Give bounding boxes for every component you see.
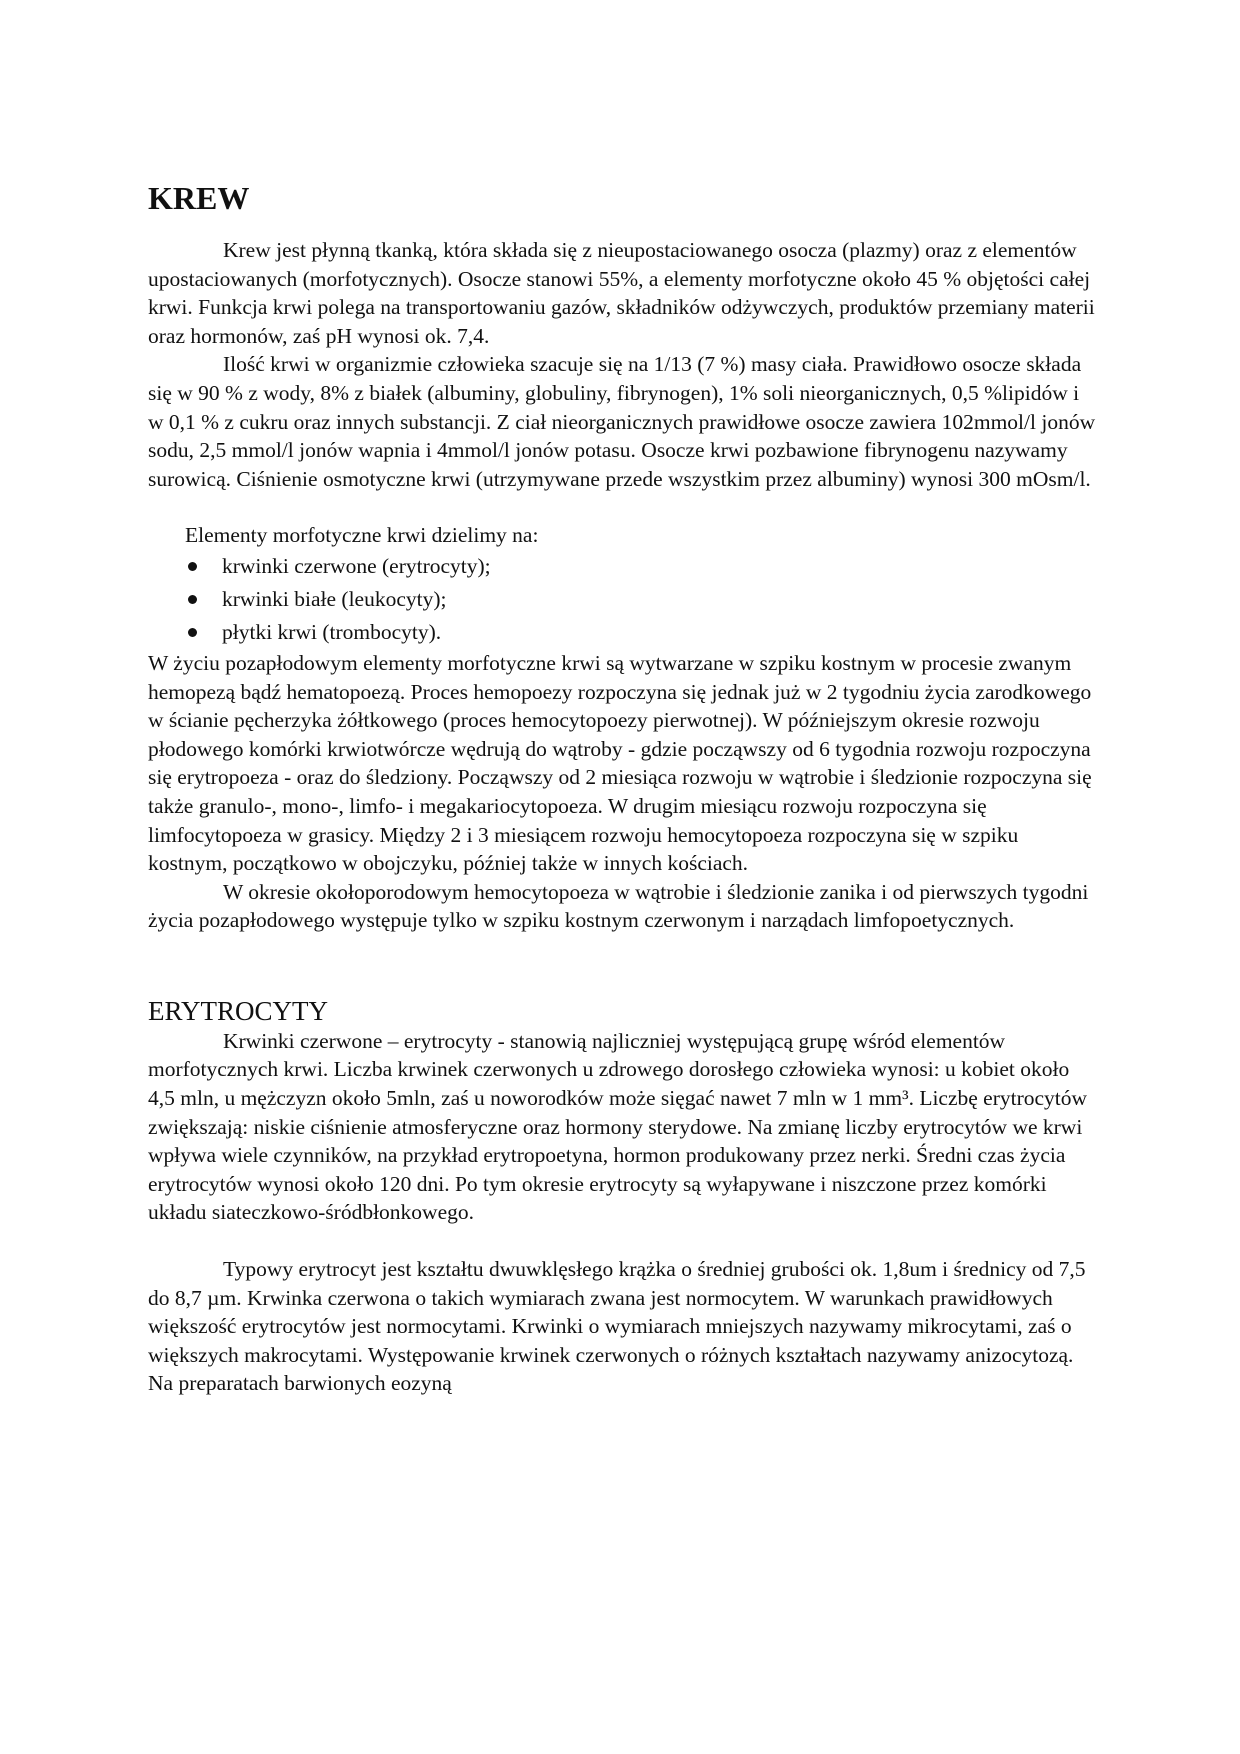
list-item-text: krwinki białe (leukocyty); bbox=[222, 586, 447, 611]
paragraph-erythrocyte-shape: Typowy erytrocyt jest kształtu dwuwklęsłego krążka o średniej grubości ok. 1,8um i średnicy od 7,5 do 8,7 µm. Krwinka czerwona o takich wymiarach zwana jest normocytem. W warunkach prawidłowych większość erytrocytów jest normocytami. Krwinki o wymiarach mniejszych nazywamy mikrocytami, zaś o większych makrocytami. Występowanie krwinek czerwonych o różnych kształtach nazywamy anizocytozą. Na preparatach barwionych eozyną bbox=[148, 1257, 1086, 1396]
paragraph-erythrocytes-count: Krwinki czerwone – erytrocyty - stanowią najliczniej występującą grupę wśród elementów morfotycznych krwi. Liczba krwinek czerwonych u zdrowego dorosłego człowieka wynosi: u kobiet około 4,5 mln, u mężczyzn około 5mln, zaś u noworodków może sięgać nawet 7 mln w 1 mm³. Liczbę erytrocytów zwiększają: niskie ciśnienie atmosferyczne oraz hormony sterydowe. Na zmianę liczby erytrocytów we krwi wpływa wiele czynników, na przykład erytropoetyna, hormon produkowany przez nerki. Średni czas życia erytrocytów wynosi około 120 dni. Po tym okresie erytrocyty są wyłapywane i niszczone przez komórki układu siateczkowo-śródbłonkowego. bbox=[148, 1028, 1088, 1225]
list-item bbox=[185, 550, 1096, 583]
list-item bbox=[185, 583, 1096, 616]
paragraph-blood-intro: Krew jest płynną tkanką, która składa się z nieupostaciowanego osocza (plazmy) oraz z elementów upostaciowanych (morfotycznych). Osocze stanowi 55%, a elementy morfotyczne około 45 % objętości całej krwi. Funkcja krwi polega na transportowaniu gazów, składników odżywczych, produktów przemiany materii oraz hormonów, zaś pH wynosi ok. 7,4. bbox=[148, 238, 1095, 348]
section-title-krew: KREW bbox=[148, 180, 250, 216]
document-page bbox=[148, 150, 1096, 1398]
list-intro: Elementy morfotyczne krwi dzielimy na: bbox=[185, 523, 539, 548]
paragraph-spacer bbox=[148, 1227, 1096, 1255]
bullet-icon bbox=[188, 595, 197, 604]
bullet-icon bbox=[188, 562, 197, 571]
list-item-text: krwinki czerwone (erytrocyty); bbox=[222, 553, 491, 578]
bullet-icon bbox=[188, 628, 197, 637]
paragraph-perinatal: W okresie okołoporodowym hemocytopoeza w wątrobie i śledzionie zanika i od pierwszych tygodni życia pozapłodowego występuje tylko w szpiku kostnym czerwonym i narządach limfopoetycznych. bbox=[148, 879, 1089, 933]
list-item bbox=[185, 616, 1096, 649]
paragraph-hemopoiesis: W życiu pozapłodowym elementy morfotyczne krwi są wytwarzane w szpiku kostnym w procesie zwanym hemopezą bądź hematopoezą. Proces hemopoezy rozpoczyna się jednak już w 2 tygodniu życia zarodkowego w ścianie pęcherzyka żółtkowego (proces hemocytopoezy pierwotnej). W późniejszym okresie rozwoju płodowego komórki krwiotwórcze wędrują do wątroby - gdzie począwszy od 6 tygodnia rozwoju rozpoczyna się erytropoeza - oraz do śledziony. Począwszy od 2 miesiąca rozwoju w wątrobie i śledzionie rozpoczyna się także granulo-, mono-, limfo- i megakariocytopoeza. W drugim miesiącu rozwoju rozpoczyna się limfocytopoeza w grasicy. Między 2 i 3 miesiącem rozwoju hemocytopoeza rozpoczyna się w szpiku kostnym, początkowo w obojczyku, później także w innych kościach. bbox=[148, 650, 1092, 876]
section-spacer bbox=[148, 935, 1096, 995]
list-item-text: płytki krwi (trombocyty). bbox=[222, 619, 442, 644]
section-title-erytrocyty: ERYTROCYTY bbox=[148, 995, 329, 1026]
paragraph-blood-volume: Ilość krwi w organizmie człowieka szacuje się na 1/13 (7 %) masy ciała. Prawidłowo osocze składa się w 90 % z wody, 8% z białek (albuminy, globuliny, fibrynogen), 1% soli nieorganicznych, 0,5 %lipidów i w 0,1 % z cukru oraz innych substancji. Z ciał nieorganicznych prawidłowe osocze zawiera 102mmol/l jonów sodu, 2,5 mmol/l jonów wapnia i 4mmol/l jonów potasu. Osocze krwi pozbawione fibrynogenu nazywamy surowicą. Ciśnienie osmotyczne krwi (utrzymywane przede wszystkim przez albuminy) wynosi 300 mOsm/l. bbox=[148, 352, 1096, 491]
morphotic-elements-list bbox=[148, 550, 1096, 649]
